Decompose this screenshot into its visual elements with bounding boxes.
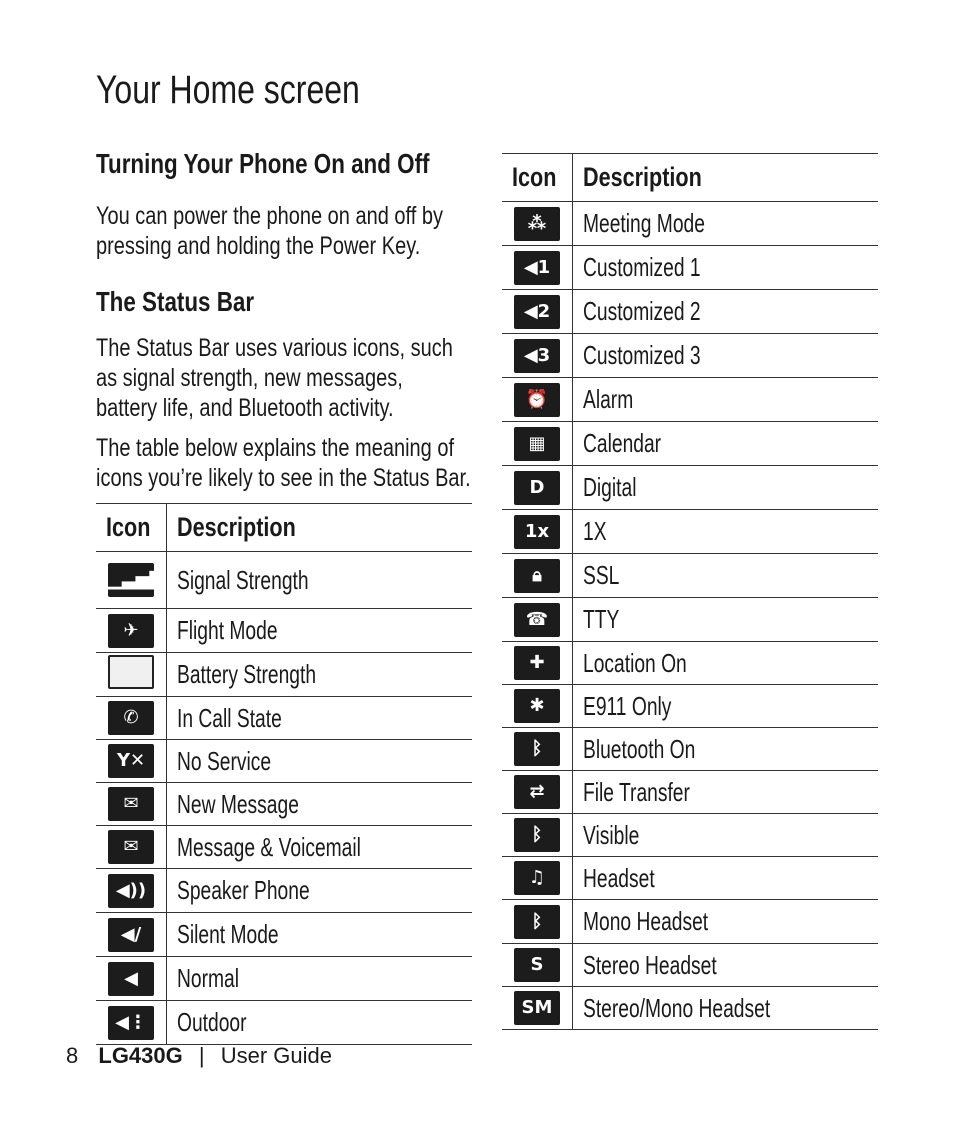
icon-cell: [96, 869, 167, 913]
icon-cell: [502, 246, 573, 290]
table-row: [502, 598, 878, 642]
icon-cell: [502, 944, 573, 987]
icon-cell: [96, 826, 167, 869]
table-row: [502, 378, 878, 422]
icon-cell: [502, 466, 573, 510]
section-text-table-intro: [96, 433, 564, 493]
icon-cell: [502, 290, 573, 334]
description-cell: [573, 466, 879, 510]
description-cell: [167, 653, 473, 697]
icon-description: Stereo/Mono Headset: [583, 992, 771, 1023]
icon-description: Signal Strength: [177, 564, 309, 595]
table-row: [502, 771, 878, 814]
section-heading-power: Turning Your Phone On and Off: [96, 148, 430, 179]
icon-description: In Call State: [177, 702, 282, 733]
description-cell: [573, 202, 879, 246]
icon-description: Silent Mode: [177, 919, 279, 949]
page-title: Your Home screen: [96, 68, 360, 112]
icon-cell: [502, 334, 573, 378]
description-cell: [573, 598, 879, 642]
table-header-row: [502, 154, 878, 202]
page-number: 8: [66, 1043, 79, 1068]
customized-3-icon: ◀3: [514, 339, 560, 373]
table-row: [502, 246, 878, 290]
section-text-power: [96, 201, 530, 261]
icon-description: Bluetooth On: [583, 733, 696, 764]
icon-description: Speaker Phone: [177, 875, 310, 905]
table-row: [502, 554, 878, 598]
icon-cell: [502, 378, 573, 422]
table-row: [502, 987, 878, 1030]
table-row: [96, 740, 472, 783]
table-row: [502, 900, 878, 944]
table-row: [96, 653, 472, 697]
description-cell: [573, 944, 879, 987]
e911-only-icon: ✱: [514, 689, 560, 723]
customized-2-icon: ◀2: [514, 295, 560, 329]
description-cell: [573, 814, 879, 857]
table-row: [96, 783, 472, 826]
icon-cell: [96, 552, 167, 609]
tty-icon: ☎: [514, 603, 560, 637]
description-cell: [573, 554, 879, 598]
icon-cell: [96, 957, 167, 1001]
icon-description: Customized 3: [583, 340, 701, 370]
silent-mode-icon: ◀/: [108, 918, 154, 952]
status-icons-table-left: [96, 503, 472, 1045]
headset-icon: ♫: [514, 861, 560, 895]
table-row: [502, 510, 878, 554]
description-cell: [573, 422, 879, 466]
section-text-status-bar: [96, 333, 542, 423]
footer-separator: |: [198, 1043, 205, 1068]
bluetooth-on-icon: ᛒ: [514, 732, 560, 766]
icon-cell: [502, 510, 573, 554]
stereo-headset-icon: S: [514, 948, 560, 982]
ssl-icon: 🔒︎: [514, 559, 560, 593]
page-footer: [66, 1043, 332, 1069]
icon-description: Visible: [583, 819, 640, 850]
icon-description: Calendar: [583, 428, 662, 458]
mono-headset-icon: ᛒ: [514, 905, 560, 939]
table-row: [96, 957, 472, 1001]
paragraph-line: as signal strength, new messages,: [96, 364, 403, 392]
description-cell: [573, 771, 879, 814]
section-heading-status-bar: The Status Bar: [96, 286, 255, 317]
signal-strength-icon: ▁▃▅▇: [108, 563, 154, 597]
table-row: [502, 202, 878, 246]
icon-cell: [96, 653, 167, 697]
icon-cell: [502, 728, 573, 771]
icon-cell: [96, 740, 167, 783]
table-row: [502, 466, 878, 510]
table-row: [96, 913, 472, 957]
no-service-icon: Y✕: [108, 744, 154, 778]
table-row: [502, 814, 878, 857]
description-cell: [167, 826, 473, 869]
description-column-header: Description: [177, 512, 296, 542]
description-cell: [573, 987, 879, 1030]
icon-description: Location On: [583, 647, 687, 678]
icon-column-header: Icon: [502, 154, 573, 202]
icon-description: E911 Only: [583, 690, 672, 721]
icon-description: Customized 2: [583, 296, 701, 326]
icon-description: Alarm: [583, 384, 634, 414]
description-cell: [167, 740, 473, 783]
description-cell: [167, 609, 473, 653]
outdoor-icon: ◀⋮: [108, 1006, 154, 1040]
table-row: [96, 697, 472, 740]
description-column-header: Description: [583, 162, 702, 192]
flight-mode-icon: ✈: [108, 614, 154, 648]
icon-description: Message & Voicemail: [177, 831, 361, 862]
icon-cell: [502, 202, 573, 246]
message-voicemail-icon: ✉: [108, 830, 154, 864]
icon-description: Customized 1: [583, 252, 701, 282]
description-cell: [573, 728, 879, 771]
description-cell: [167, 783, 473, 826]
icon-description: No Service: [177, 745, 272, 776]
icon-description: TTY: [583, 604, 620, 634]
description-cell: [573, 510, 879, 554]
icon-cell: [96, 783, 167, 826]
in-call-icon: ✆: [108, 701, 154, 735]
description-cell: [573, 378, 879, 422]
table-row: [502, 642, 878, 685]
icon-cell: [502, 857, 573, 900]
icon-description: Outdoor: [177, 1007, 247, 1037]
description-cell: [573, 642, 879, 685]
table-row: [96, 552, 472, 609]
icon-cell: [502, 685, 573, 728]
icon-description: Normal: [177, 963, 240, 993]
description-cell: [573, 900, 879, 944]
new-message-icon: ✉: [108, 787, 154, 821]
table-header-row: [96, 504, 472, 552]
table-row: [96, 826, 472, 869]
stereo-mono-headset-icon: SM: [514, 991, 560, 1025]
icon-description: New Message: [177, 788, 299, 819]
paragraph-line: pressing and holding the Power Key.: [96, 232, 421, 260]
icon-cell: [96, 697, 167, 740]
icon-cell: [502, 422, 573, 466]
customized-1-icon: ◀1: [514, 251, 560, 285]
table-row: [96, 609, 472, 653]
icon-description: Headset: [583, 862, 655, 893]
description-cell: [573, 290, 879, 334]
alarm-icon: ⏰: [514, 383, 560, 417]
description-cell: [573, 685, 879, 728]
table-row: [96, 869, 472, 913]
file-transfer-icon: ⇄: [514, 775, 560, 809]
description-cell: [167, 1001, 473, 1045]
table-row: [502, 857, 878, 900]
icon-cell: [502, 771, 573, 814]
description-cell: [167, 957, 473, 1001]
status-icons-table-right: [502, 153, 878, 1030]
description-cell: [167, 913, 473, 957]
description-cell: [167, 697, 473, 740]
model-name: LG430G: [98, 1043, 183, 1068]
description-cell: [573, 857, 879, 900]
digital-icon: D: [514, 471, 560, 505]
table-row: [502, 685, 878, 728]
description-cell: [167, 869, 473, 913]
icon-cell: [502, 900, 573, 944]
normal-icon: ◀: [108, 962, 154, 996]
icon-column-header: Icon: [96, 504, 167, 552]
icon-cell: [502, 642, 573, 685]
icon-cell: [502, 554, 573, 598]
icon-cell: [96, 1001, 167, 1045]
meeting-mode-icon: ⁂: [514, 207, 560, 241]
table-row: [502, 334, 878, 378]
icon-cell: [502, 987, 573, 1030]
icon-cell: [502, 814, 573, 857]
calendar-icon: ▦: [514, 427, 560, 461]
table-row: [502, 290, 878, 334]
paragraph-line: The table below explains the meaning of: [96, 434, 455, 462]
icon-description: Mono Headset: [583, 906, 709, 936]
battery-icon: [108, 655, 154, 689]
guide-label: User Guide: [220, 1043, 332, 1068]
location-on-icon: ✚: [514, 646, 560, 680]
icon-cell: [96, 913, 167, 957]
description-cell: [573, 246, 879, 290]
paragraph-line: You can power the phone on and off by: [96, 202, 443, 230]
icon-description: File Transfer: [583, 776, 690, 807]
table-row: [96, 1001, 472, 1045]
icon-cell: [502, 598, 573, 642]
description-cell: [167, 552, 473, 609]
icon-cell: [96, 609, 167, 653]
icon-description: 1X: [583, 516, 607, 546]
speaker-phone-icon: ◀)): [108, 874, 154, 908]
table-row: [502, 728, 878, 771]
paragraph-line: The Status Bar uses various icons, such: [96, 334, 453, 362]
paragraph-line: icons you’re likely to see in the Status Bar.: [96, 464, 471, 492]
description-cell: [573, 334, 879, 378]
icon-description: Meeting Mode: [583, 208, 705, 238]
visible-icon: ᛒ: [514, 818, 560, 852]
icon-description: Digital: [583, 472, 637, 502]
paragraph-line: battery life, and Bluetooth activity.: [96, 394, 394, 422]
icon-description: Stereo Headset: [583, 949, 717, 980]
1x-icon: 1x: [514, 515, 560, 549]
icon-description: Battery Strength: [177, 659, 317, 689]
icon-description: Flight Mode: [177, 615, 278, 645]
table-row: [502, 944, 878, 987]
icon-description: SSL: [583, 560, 620, 590]
table-row: [502, 422, 878, 466]
